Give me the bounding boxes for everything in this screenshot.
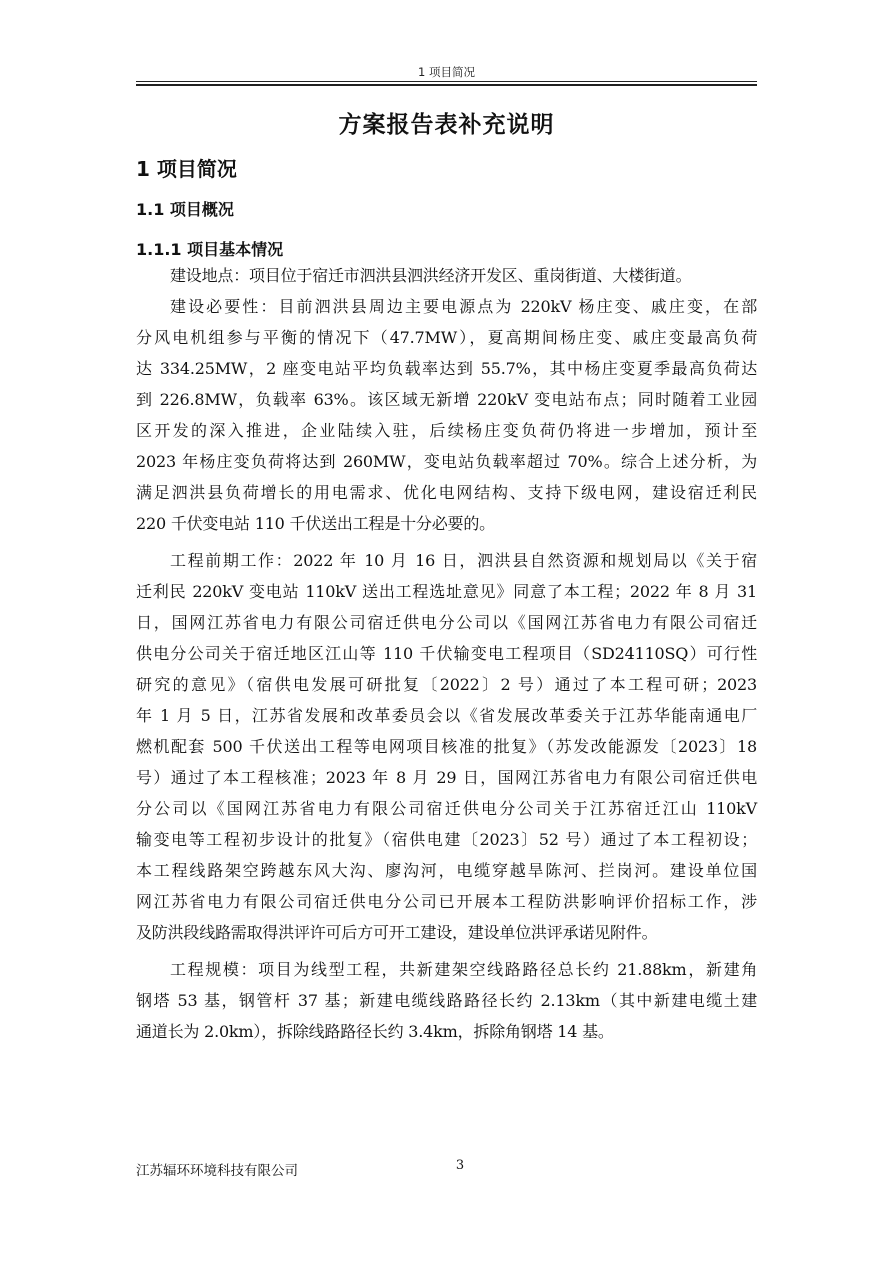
text-line: 达 334.25MW，2 座变电站平均负载率达到 55.7%，其中杨庄变夏季最高负荷达 xyxy=(136,359,757,378)
text-line: 满足泗洪县负荷增长的用电需求、优化电网结构、支持下级电网，建设宿迁利民 xyxy=(136,483,757,502)
header-rule-thick xyxy=(136,84,757,86)
text-line: 区开发的深入推进，企业陆续入驻，后续杨庄变负荷仍将进一步增加，预计至 xyxy=(136,421,757,440)
body-text xyxy=(136,260,757,1047)
text-line: 及防洪段线路需取得洪评许可后方可开工建设，建设单位洪评承诺见附件。 xyxy=(136,923,658,942)
text-line: 号）通过了本工程核准；2023 年 8 月 29 日，国网江苏省电力有限公司宿迁供电 xyxy=(136,768,757,787)
paragraph-necessity xyxy=(136,291,757,539)
text-line: 分风电机组参与平衡的情况下（47.7MW），夏高期间杨庄变、戚庄变最高负荷 xyxy=(136,328,757,347)
text-line: 研究的意见》（宿供电发展可研批复〔2022〕2 号）通过了本工程可研；2023 xyxy=(136,675,757,694)
text-line: 工程规模：项目为线型工程，共新建架空线路路径总长约 21.88km，新建角 xyxy=(170,960,757,979)
document-title: 方案报告表补充说明 xyxy=(338,112,555,138)
text-line: 220 千伏变电站 110 千伏送出工程是十分必要的。 xyxy=(136,514,495,533)
header-rule xyxy=(136,81,757,82)
text-line: 钢塔 53 基，钢管杆 37 基；新建电缆线路路径长约 2.13km（其中新建电缆土建 xyxy=(136,991,757,1010)
text-line: 2023 年杨庄变负荷将达到 260MW，变电站负载率超过 70%。综合上述分析，为 xyxy=(136,452,757,471)
paragraph-preliminary-work xyxy=(136,545,757,948)
text-line: 本工程线路架空跨越东风大沟、廖沟河，电缆穿越旱陈河、拦岗河。建设单位国 xyxy=(136,861,757,880)
text-line: 供电分公司关于宿迁地区江山等 110 千伏输变电工程项目（SD24110SQ）可行性 xyxy=(136,644,757,663)
text-line: 建设地点：项目位于宿迁市泗洪县泗洪经济开发区、重岗街道、大楼街道。 xyxy=(170,266,692,285)
text-line: 网江苏省电力有限公司宿迁供电分公司已开展本工程防洪影响评价招标工作，涉 xyxy=(136,892,757,911)
section-heading-1-1-1: 1.1.1 项目基本情况 xyxy=(136,240,284,259)
text-line: 到 226.8MW，负载率 63%。该区域无新增 220kV 变电站布点；同时随着工业园 xyxy=(136,390,757,409)
text-line: 年 1 月 5 日，江苏省发展和改革委员会以《省发展改革委关于江苏华能南通电厂 xyxy=(136,706,757,725)
text-line: 建设必要性：目前泗洪县周边主要电源点为 220kV 杨庄变、戚庄变，在部 xyxy=(170,297,757,316)
text-line: 输变电等工程初步设计的批复》（宿供电建〔2023〕52 号）通过了本工程初设； xyxy=(136,830,757,849)
page-number: 3 xyxy=(455,1158,465,1173)
text-line: 通道长为 2.0km），拆除线路路径长约 3.4km，拆除角钢塔 14 基。 xyxy=(136,1022,614,1041)
text-line: 燃机配套 500 千伏送出工程等电网项目核准的批复》（苏发改能源发〔2023〕18 xyxy=(136,737,757,756)
text-line: 工程前期工作：2022 年 10 月 16 日，泗洪县自然资源和规划局以《关于宿 xyxy=(170,551,757,570)
section-heading-1: 1 项目简况 xyxy=(136,157,237,181)
text-line: 分公司以《国网江苏省电力有限公司宿迁供电分公司关于江苏宿迁江山 110kV xyxy=(136,799,757,818)
running-header: 1 项目简况 xyxy=(418,65,475,79)
text-line: 日，国网江苏省电力有限公司宿迁供电分公司以《国网江苏省电力有限公司宿迁 xyxy=(136,613,757,632)
footer-company: 江苏辐环环境科技有限公司 xyxy=(136,1163,298,1179)
section-heading-1-1: 1.1 项目概况 xyxy=(136,200,234,219)
text-line: 迁利民 220kV 变电站 110kV 送出工程选址意见》同意了本工程；2022 年 8 月 31 xyxy=(136,582,757,601)
paragraph-project-scale xyxy=(136,954,757,1047)
paragraph-location xyxy=(136,260,757,291)
